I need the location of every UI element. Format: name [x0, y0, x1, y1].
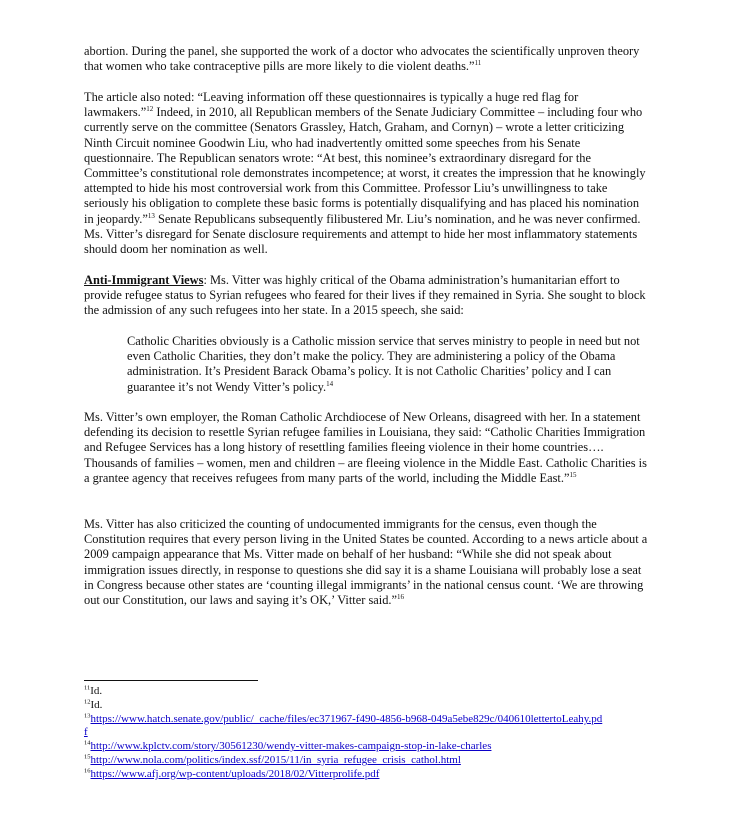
footnote-16: $^{16}$https://www.afj.org/wp-content/uploads/2018/02/Vitterprolife.pdf [84, 767, 380, 780]
footnote-12: $^{12}$Id. [84, 698, 103, 711]
footnote-ref-13[interactable]: 13 [147, 211, 155, 220]
footnote-13: $^{13}$https://www.hatch.senate.gov/public/_cache/files/ec371967-f490-4856-b968-049a5ebe829c/040610lettertoLeahy.pdf [84, 712, 603, 739]
paragraph-abortion-panel: abortion. During the panel, she supported the work of a doctor who advocates the scientifically unproven theory that women who take contraceptive pills are more likely to die violent deaths.”$^{11}$ [84, 44, 640, 74]
footnote-ref-14[interactable]: 14 [326, 379, 334, 388]
footnote-15: $^{15}$http://www.nola.com/politics/index.ssf/2015/11/in_syria_refugee_crisis_cathol.html [84, 753, 461, 766]
footnote-divider [84, 680, 258, 681]
paragraph-questionnaire: The article also noted: “Leaving information off these questionnaires is typically a huge red flag for lawmakers.”$^{12}$ Indeed, in 2010, all Republican members of the Senate Judiciary Committee – including four who currently serve on the committee (Senators Grassley, Hatch, Graham, and Cornyn) – wrote a letter criticizing Ninth Circuit nominee Goodwin Liu, who had inadvertently omitted some speeches from his Senate questionnaire. The Republican senators wrote: “At best, this nominee’s extraordinary disregard for the Committee’s constitutional role demonstrates incompetence; at worst, it creates the impression that he knowingly attempted to hide his most controversial work from this Committee. Professor Liu’s unwillingness to take seriously his obligation to complete these basic forms is potentially disqualifying and has placed his nomination in jeopardy.”$^{13}$ Senate Republicans subsequently filibustered Mr. Liu’s nomination, and he was never confirmed. Ms. Vitter’s disregard for Senate disclosure requirements and attempt to hide her most inflammatory statements should doom her nomination as well. [84, 90, 646, 257]
paragraph-archdiocese: Ms. Vitter’s own employer, the Roman Catholic Archdiocese of New Orleans, disagreed with her. In a statement defending its decision to resettle Syrian refugee families in Louisiana, they said: “Catholic Charities Immigration and Refugee Services has a long history of resettling families fleeing violence in their home countries…. Thousands of families – women, men and children – are fleeing violence in the Middle East. Catholic Charities is a grantee agency that receives refugees from many parts of the world, including the Middle East.”$^{15}$ [84, 410, 647, 485]
footnote-ref-16[interactable]: 16 [397, 592, 405, 601]
footnote-ref-15[interactable]: 15 [569, 470, 577, 479]
footnote-11: $^{11}$Id. [84, 684, 103, 697]
footnote-14-link[interactable]: http://www.kplctv.com/story/30561230/wendy-vitter-makes-campaign-stop-in-lake-charles [90, 740, 492, 752]
footnote-ref-11[interactable]: 11 [474, 59, 482, 68]
footnote-15-link[interactable]: http://www.nola.com/politics/index.ssf/2015/11/in_syria_refugee_crisis_cathol.html [90, 754, 461, 766]
block-quote-catholic-charities: Catholic Charities obviously is a Catholic mission service that serves ministry to people in need but not even Catholic Charities, they don’t make the policy. They are administering a policy of the Obama administration. It’s President Barack Obama’s policy. It is not Catholic Charities’ policy and I can guarantee it’s not Wendy Vitter’s policy.$^{14}$ [127, 334, 640, 394]
footnote-14: $^{14}$http://www.kplctv.com/story/30561230/wendy-vitter-makes-campaign-stop-in-lake-charles [84, 739, 492, 752]
footnote-13-link[interactable]: https://www.hatch.senate.gov/public/_cache/files/ec371967-f490-4856-b968-049a5ebe829c/040610lettertoLeahy.pdf [84, 713, 603, 739]
footnote-ref-12[interactable]: 12 [146, 105, 154, 114]
footnote-16-link[interactable]: https://www.afj.org/wp-content/uploads/2018/02/Vitterprolife.pdf [90, 768, 380, 780]
paragraph-anti-immigrant: Anti-Immigrant Views: Ms. Vitter was highly critical of the Obama administration’s humanitarian effort to provide refugee status to Syrian refugees who feared for their lives if they remained in Syria. She sought to block the admission of any such refugees into her state. In a 2015 speech, she said: [84, 273, 646, 318]
paragraph-census: Ms. Vitter has also criticized the counting of undocumented immigrants for the census, even though the Constitution requires that every person living in the United States be counted. According to a news article about a 2009 campaign appearance that Ms. Vitter made on behalf of her husband: “While she did not speak about immigration issues directly, in response to questions she did say it is a shame Louisiana will probably lose a seat in Congress because other states are ‘counting illegal immigrants’ in the national census count. ‘We are throwing out our Constitution, our laws and saying it’s OK,’ Vitter said.”$^{16}$ [84, 517, 648, 608]
section-heading-anti-immigrant: Anti-Immigrant Views [84, 273, 204, 287]
